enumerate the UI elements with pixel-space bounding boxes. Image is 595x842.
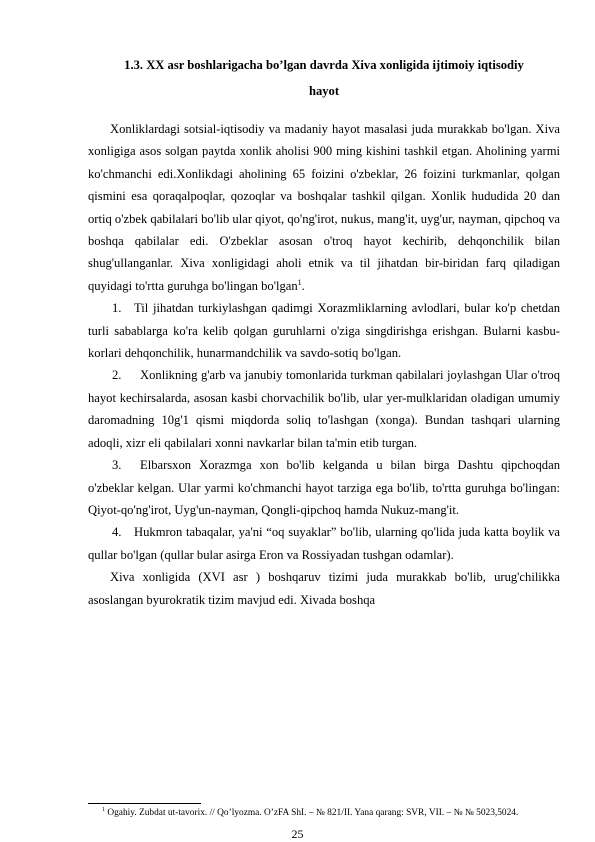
- footnote: [88, 808, 538, 819]
- intro-paragraph: [88, 118, 560, 297]
- section-heading-line1: 1.3. XX asr boshlarigacha bo’lgan davrda Xiva xonligida ijtimoiy iqtisodiy: [124, 58, 524, 72]
- list-item: [88, 364, 560, 454]
- list-item-number: 2.: [112, 368, 122, 383]
- intro-text: Xonliklardagi sotsial-iqtisodiy va madaniy hayot masalasi juda murakkab bo'lgan. Xiva xonligiga asos solgan paytda xonlik aholisi 900 ming kishini tashkil etgan. Aholining yarmi ko'chmanchi edi.Xonlikdagi aholining 65 foizini o'zbeklar, 26 foizini turkmanlar, qolgan qismini esa qoraqalpoqlar, qozoqlar va boshqalar tashkil qilgan. Xonlik hududida 20 dan ortiq o'zbek qabilalari bo'lib ular qiyot, qo'ng'irot, nukus, mang'it, uyg'ur, nayman, qipchoq va boshqa qabilalar edi. O'zbeklar asosan o'troq hayot kechirib, dehqonchilik bilan shug'ullanganlar. Xiva xonligidagi aholi etnik va til jihatdan bir-biridan farq qiladigan quyidagi to'rtta guruhga bo'lingan bo'lgan: [88, 122, 560, 293]
- closing-paragraph: Xiva xonligida (XVI asr ) boshqaruv tizimi juda murakkab bo'lib, urug'chilikka asoslangan byurokratik tizim mavjud edi. Xivada boshqa: [88, 570, 560, 607]
- footnote-reference[interactable]: 1: [297, 277, 302, 287]
- list-item: [88, 521, 560, 566]
- list-item-text: Hukmron tabaqalar, ya'ni “oq suyaklar” bo'lib, ularning qo'lida juda katta boylik va qullar bo'lgan (qullar bular asirga Eron va Rossiyadan tushgan odamlar).: [88, 525, 560, 562]
- intro-end: .: [301, 278, 305, 293]
- list-item: [88, 297, 560, 364]
- page-number: 25: [291, 827, 304, 841]
- section-heading: [88, 52, 560, 104]
- list-item: [88, 454, 560, 521]
- list-item-number: 3.: [112, 458, 122, 473]
- list-item-number: 1.: [112, 301, 122, 316]
- document-page: [88, 52, 560, 611]
- list-item-text: Xonlikning g'arb va janubiy tomonlarida turkman qabilalari joylashgan Ular o'troq hayot kechirsalarda, asosan kasbi chorvachilik bo'lib, ular yer-mulklaridan oladigan umumiy daromadning 10g'1 qismi miqdorda soliq to'lashgan (xonga). Bundan tashqari ularning adoqli, xizr eli qabilalari xonni navkarlar bilan ta'min etib turgan.: [88, 368, 560, 450]
- section-heading-line2: hayot: [308, 84, 340, 98]
- body-text: [88, 118, 560, 611]
- list-item-text: Elbarsxon Xorazmga xon bo'lib kelganda u bilan birga Dashtu qipchoqdan o'zbeklar kelgan. Ular yarmi ko'chmanchi hayot tarziga ega bo'lib, to'rtta guruhga bo'lingan: Qiyot-qo'ng'irot, Uyg'un-nayman, Qongli-qipchoq hamda Nukuz-mang'it.: [88, 458, 560, 517]
- list-item-number: 4.: [112, 525, 122, 540]
- footnote-text: Ogahiy. Zubdat ut-tavorix. // Qo’lyozma. O’zFA ShI. – № 821/II. Yana qarang: SVR, VII. – № № 5023,5024.: [105, 808, 519, 818]
- list-item-text: Til jihatdan turkiylashgan qadimgi Xorazmliklarning avlodlari, bular ko'p chetdan turli sabablarga ko'ra kelib qolgan guruhlarni o'ziga singdirishga erishgan. Bularni kasbu-korlari dehqonchilik, hunarmandchilik va savdo-sotiq bo'lgan.: [88, 301, 560, 361]
- footnote-mark: 1: [102, 806, 105, 813]
- footnote-separator: [88, 803, 201, 804]
